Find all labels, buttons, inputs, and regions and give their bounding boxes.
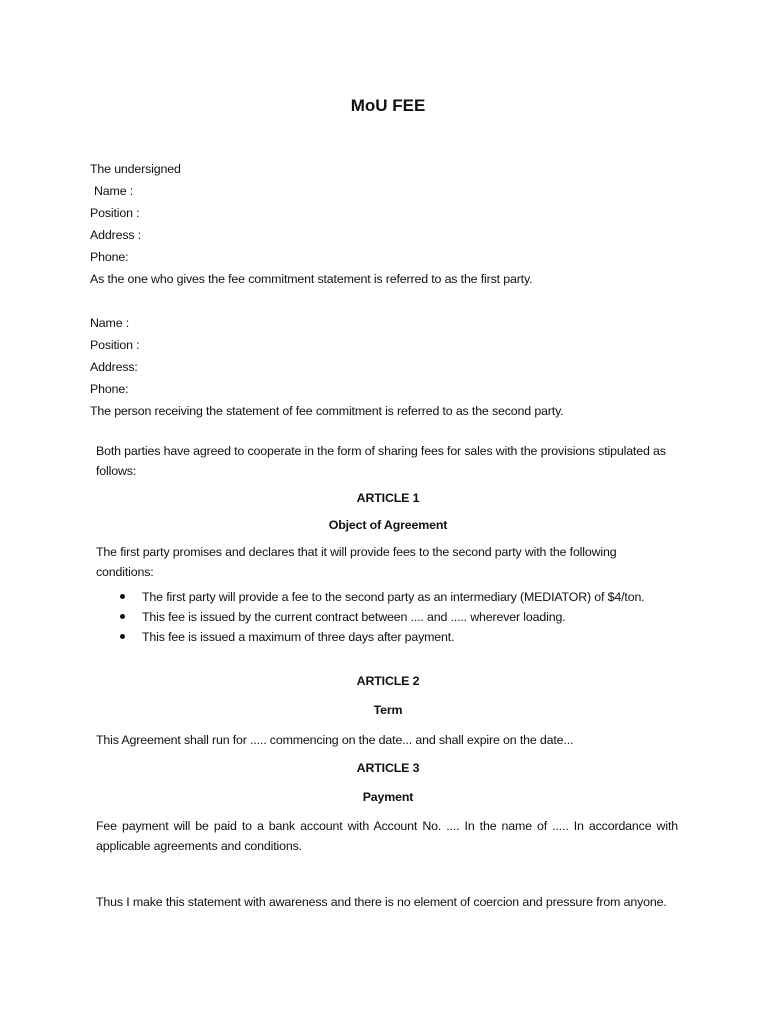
article1-subheading: Object of Agreement [328, 518, 448, 532]
list-item [120, 627, 644, 647]
closing-statement: Thus I make this statement with awareness and there is no element of coercion and pressure from anyone. [96, 895, 667, 909]
article3-text: Fee payment will be paid to a bank account with Account No. .... In the name of ..... In accordance with applicable agreements and conditions. [96, 819, 678, 853]
second-party-name-label: Name : [90, 316, 130, 330]
second-party-phone-label: Phone: [90, 382, 129, 396]
first-party-name-label: Name : [94, 184, 134, 198]
second-party-address-label: Address: [90, 360, 138, 374]
article1-heading: ARTICLE 1 [356, 491, 420, 505]
article3-subheading: Payment [362, 790, 414, 804]
first-party-position-label: Position : [90, 206, 140, 220]
list-item-text: This fee is issued a maximum of three days after payment. [142, 630, 455, 644]
article2-text: This Agreement shall run for ..... commencing on the date... and shall expire on the date... [96, 733, 574, 747]
bullet-dot-icon [120, 594, 125, 599]
article2-subheading: Term [373, 703, 403, 717]
first-party-intro: The undersigned [90, 162, 181, 176]
second-party-statement: The person receiving the statement of fee commitment is referred to as the second party. [90, 404, 564, 418]
second-party-position-label: Position : [90, 338, 140, 352]
article1-conditions-list [120, 587, 644, 647]
document-title: MoU FEE [350, 96, 426, 115]
bullet-dot-icon [120, 634, 125, 639]
first-party-statement: As the one who gives the fee commitment statement is referred to as the first party. [90, 272, 533, 286]
article2-heading: ARTICLE 2 [356, 674, 420, 688]
list-item-text: This fee is issued by the current contract between .... and ..... wherever loading. [142, 610, 566, 624]
list-item-text: The first party will provide a fee to the second party as an intermediary (MEDIATOR) of $4/ton. [142, 590, 645, 604]
first-party-address-label: Address : [90, 228, 141, 242]
bullet-dot-icon [120, 614, 125, 619]
list-item [120, 607, 644, 627]
list-item [120, 587, 644, 607]
first-party-phone-label: Phone: [90, 250, 129, 264]
agreement-intro-text: Both parties have agreed to cooperate in the form of sharing fees for sales with the provisions stipulated as follows: [96, 444, 666, 478]
article3-heading: ARTICLE 3 [356, 761, 420, 775]
agreement-intro [96, 441, 688, 481]
article1-text: The first party promises and declares that it will provide fees to the second party with the following conditions: [96, 545, 617, 579]
